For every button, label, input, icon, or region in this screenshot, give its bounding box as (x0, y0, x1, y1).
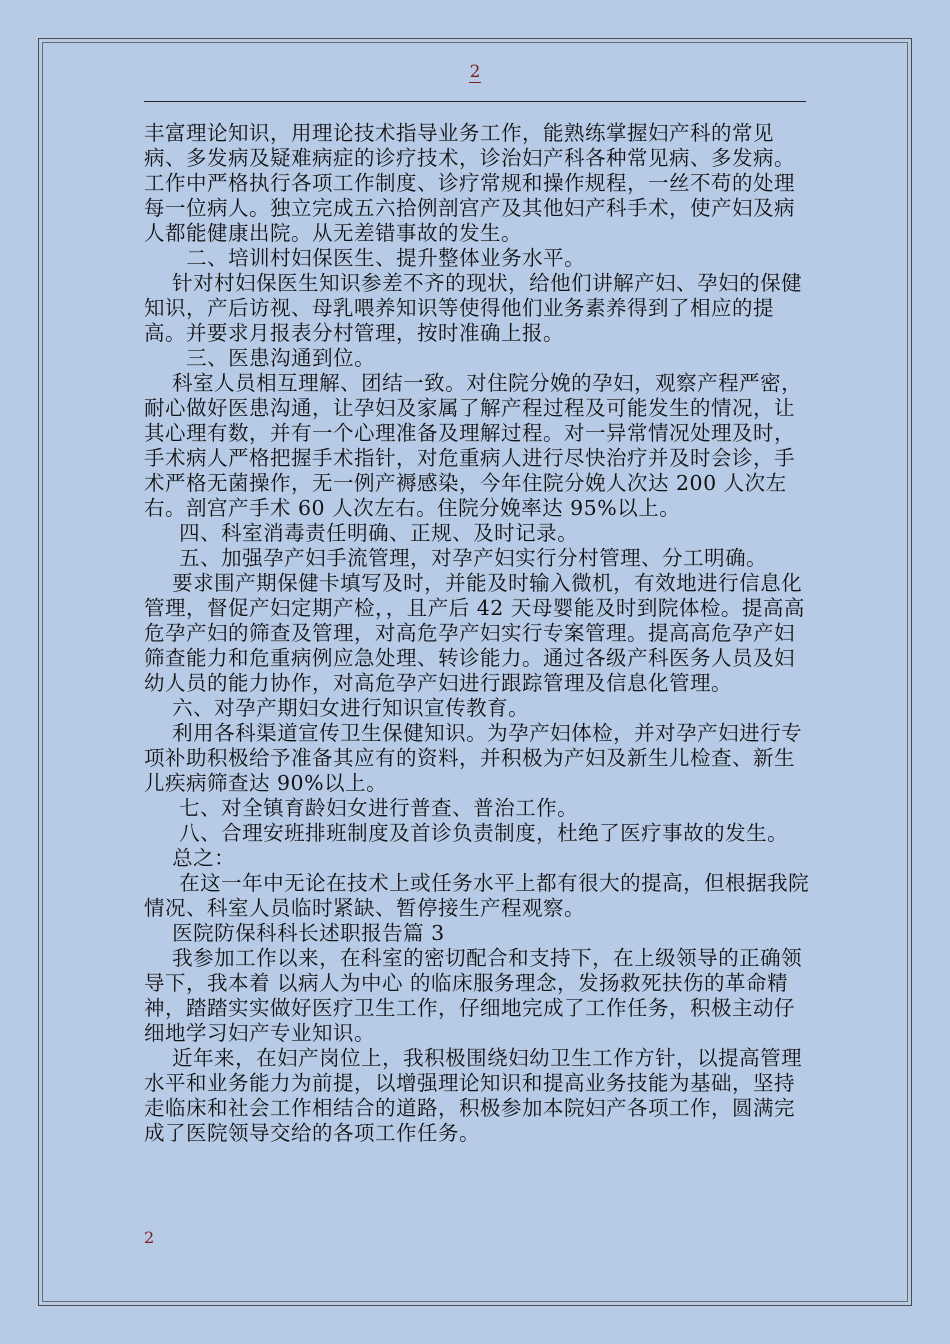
section-heading: 八、合理安班排班制度及首诊负责制度，杜绝了医疗事故的发生。 (144, 821, 789, 845)
footer-page-number: 2 (144, 1228, 155, 1247)
section-heading: 四、科室消毒责任明确、正规、及时记录。 (144, 521, 579, 545)
paragraph: 我参加工作以来，在科室的密切配合和支持下，在上级领导的正确领导下，我本着 以病人为中心 的临床服务理念，发扬救死扶伤的革命精神，踏踏实实做好医疗卫生工作，仔细地完成了工作任务，积极主动仔细地学习妇产专业知识。 (144, 946, 803, 1045)
paragraph: 近年来，在妇产岗位上，我积极围绕妇幼卫生工作方针，以提高管理水平和业务能力为前提，以增强理论知识和提高业务技能为基础，坚持走临床和社会工作相结合的道路，积极参加本院妇产各项工作，圆满完成了医院领导交给的各项工作任务。 (144, 1046, 803, 1145)
summary-label: 总之： (144, 846, 236, 870)
paragraph: 科室人员相互理解、团结一致。对住院分娩的孕妇，观察产程严密，耐心做好医患沟通，让孕妇及家属了解产程过程及可能发生的情况，让其心理有数，并有一个心理准备及理解过程。对一异常情况处理及时，手术病人严格把握手术指针，对危重病人进行尽快治疗并及时会诊，手术严格无菌操作，无一例产褥感染，今年住院分娩人次达 200 人次左右。剖宫产手术 60 人次左右。住院分娩率达 95%以上。 (144, 371, 803, 520)
report-title: 医院防保科科长述职报告篇 3 (144, 921, 445, 945)
section-heading: 二、培训村妇保医生、提升整体业务水平。 (144, 246, 586, 270)
paragraph: 在这一年中无论在技术上或任务水平上都有很大的提高，但根据我院情况、科室人员临时紧缺、暂停接生产程观察。 (144, 871, 810, 920)
header-page-number-text: 2 (469, 62, 481, 82)
paragraph: 丰富理论知识，用理论技术指导业务工作，能熟练掌握妇产科的常见病、多发病及疑难病症的诊疗技术，诊治妇产科各种常见病、多发病。工作中严格执行各项工作制度、诊疗常规和操作规程，一丝不苟的处理每一位病人。独立完成五六拾例剖宫产及其他妇产科手术，使产妇及病人都能健康出院。从无差错事故的发生。 (144, 121, 795, 245)
paragraph: 利用各科渠道宣传卫生保健知识。为孕产妇体检，并对孕产妇进行专项补助积极给予准备其应有的资料，并积极为产妇及新生儿检查、新生儿疾病筛查达 90%以上。 (144, 721, 803, 795)
header-rule (144, 101, 806, 102)
document-body (144, 121, 814, 1146)
section-heading: 五、加强孕产妇手流管理，对孕产妇实行分村管理、分工明确。 (144, 546, 768, 570)
section-heading: 三、医患沟通到位。 (144, 346, 376, 370)
paragraph: 针对村妇保医生知识参差不齐的现状，给他们讲解产妇、孕妇的保健知识，产后访视、母乳喂养知识等使得他们业务素养得到了相应的提高。并要求月报表分村管理，按时准确上报。 (144, 271, 803, 345)
section-heading: 六、对孕产期妇女进行知识宣传教育。 (144, 696, 530, 720)
header-page-number (0, 62, 950, 82)
paragraph: 要求围产期保健卡填写及时，并能及时输入微机，有效地进行信息化管理，督促产妇定期产检，，且产后 42 天母婴能及时到院体检。提高高危孕产妇的筛查及管理，对高危孕产妇实行专案管理。提高高危孕产妇筛查能力和危重病例应急处理、转诊能力。通过各级产科医务人员及妇幼人员的能力协作，对高危孕产妇进行跟踪管理及信息化管理。 (144, 571, 805, 695)
section-heading: 七、对全镇育龄妇女进行普查、普治工作。 (144, 796, 579, 820)
